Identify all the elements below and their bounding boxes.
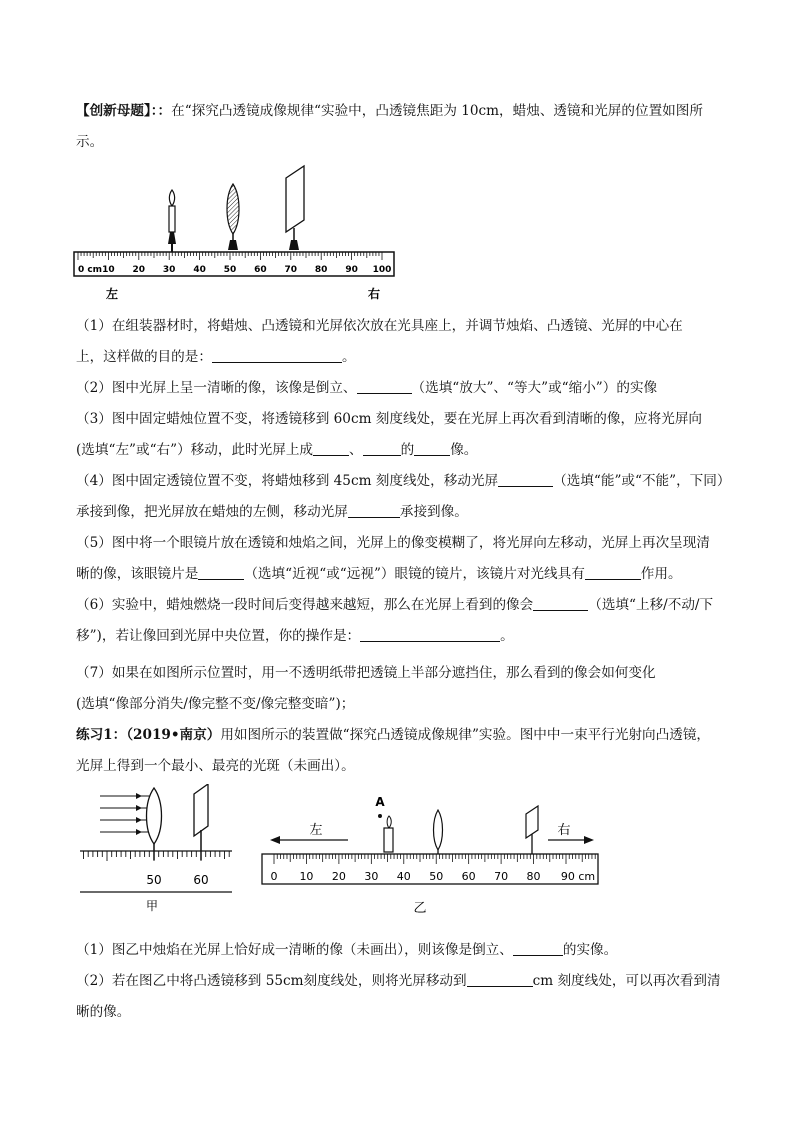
ruler-tick-label: 40 <box>193 265 206 275</box>
optical-bench-figure <box>72 160 402 300</box>
answer-blank[interactable] <box>585 565 641 580</box>
right-direction-label: 右 <box>368 287 381 300</box>
left-direction-label: 左 <box>309 823 323 838</box>
ruler-tick-label: 60 <box>461 870 476 883</box>
p1-text-a: （1）图乙中烛焰在光屏上恰好成一清晰的像（未画出），则该像是倒立、 <box>76 942 513 958</box>
ruler-tick-label: 20 <box>331 870 346 883</box>
ruler-tick-label: 50 <box>223 265 237 275</box>
problem-tag-suffix: ：： <box>150 103 172 119</box>
problem-text: 在“探究凸透镜成像规律“实验中，凸透镜焦距为 10cm，蜡烛、透镜和光屏的位置如图所 <box>171 103 703 119</box>
practice-label: 练习1：（2019•南京） <box>76 727 221 743</box>
parallel-light-rays-icon <box>100 793 152 835</box>
convex-lens-icon <box>147 788 162 860</box>
ruler-tick-label: 70 <box>284 265 298 275</box>
answer-blank[interactable] <box>363 441 401 456</box>
q3-text-e: 像。 <box>450 442 478 458</box>
question-6-line2 <box>76 625 726 647</box>
point-a-marker <box>378 814 382 818</box>
ruler-tick-label: 90 <box>345 265 358 275</box>
ruler-tick-label: 50 <box>146 873 162 887</box>
q3-text-b: (选填“左”或“右”）移动，此时光屏上成 <box>76 442 314 458</box>
q1-end: 。 <box>341 349 356 365</box>
question-1-line1: （1）在组装器材时，将蜡烛、凸透镜和光屏依次放在光具座上，并调节烛焰、凸透镜、光屏的中心在 <box>76 318 683 334</box>
ruler-tick-label: 80 <box>314 265 328 275</box>
question-2 <box>76 377 726 399</box>
q6-text-c: 移”)，若让像回到光屏中央位置，你的操作是： <box>76 628 361 644</box>
figure-caption: 乙 <box>413 901 427 916</box>
p1-text-b: 的实像。 <box>562 942 618 958</box>
answer-blank[interactable] <box>313 441 349 456</box>
right-direction-label: 右 <box>557 823 571 838</box>
ruler-tick-label: 20 <box>132 265 146 275</box>
ruler-tick-label: 30 <box>162 265 176 275</box>
q6-text-b: （选填“上移/不动/下 <box>588 597 714 613</box>
ruler-tick-label: 50 <box>429 870 444 883</box>
q2-text-a: （2）图中光屏上呈一清晰的像，该像是倒立、 <box>76 380 357 396</box>
answer-blank[interactable] <box>212 348 342 363</box>
q6-text-a: （6）实验中，蜡烛燃烧一段时间后变得越来越短，那么在光屏上看到的像会 <box>76 597 534 613</box>
answer-blank[interactable] <box>533 596 588 611</box>
problem-intro-line2: 示。 <box>76 134 104 150</box>
question-3-line1: （3）图中固定蜡烛位置不变，将透镜移到 60cm 刻度线处，要在光屏上再次看到清晰的像，应将光屏向 <box>76 411 703 427</box>
q5-text-c: （选填“近视“或“远视”）眼镜的镜片，该镜片对光线具有 <box>244 566 585 582</box>
light-screen-icon <box>194 784 208 860</box>
ruler-tick-label: 90 cm <box>560 870 596 883</box>
answer-blank[interactable] <box>348 503 400 518</box>
question-4-line2 <box>76 501 726 523</box>
q3-text-d: 的 <box>400 442 415 458</box>
question-3-line2 <box>76 439 726 461</box>
question-7-line1: （7）如果在如图所示位置时，用一不透明纸带把透镜上半部分遮挡住，那么看到的像会如何变化 <box>76 665 656 681</box>
ruler-tick-label: 10 <box>299 870 314 883</box>
ruler-tick-label: 70 <box>494 870 509 883</box>
ruler-tick-label: 100 <box>372 265 392 275</box>
answer-blank[interactable] <box>513 941 563 956</box>
point-a-label: A <box>375 795 385 809</box>
q4-text-a: （4）图中固定透镜位置不变，将蜡烛移到 45cm 刻度线处，移动光屏 <box>76 473 499 489</box>
problem-intro-line1 <box>76 100 726 122</box>
convex-lens-icon <box>434 810 443 854</box>
question-4-line1 <box>76 470 731 492</box>
question-1-line2 <box>76 346 726 368</box>
p2-text-b: cm 刻度线处，可以再次看到清 <box>532 973 721 989</box>
light-screen-icon <box>286 166 304 250</box>
q6-text-d: 。 <box>500 628 514 644</box>
figure-yi <box>258 788 604 916</box>
problem-tag: 【创新母题】 <box>76 103 151 119</box>
candle-icon <box>168 190 176 252</box>
answer-blank[interactable] <box>498 472 553 487</box>
ruler-tick-label: 0 <box>270 870 278 883</box>
answer-blank[interactable] <box>357 379 412 394</box>
practice-1-line1 <box>76 724 726 746</box>
right-arrow-icon <box>548 836 594 844</box>
practice-1-line2: 光屏上得到一个最小、最亮的光斑（未画出）。 <box>76 758 355 774</box>
question-7-line2: (选填“像部分消失/像完整不变/像完整变暗”)； <box>76 696 355 712</box>
ruler-tick-label: 30 <box>364 870 379 883</box>
practice-text: 用如图所示的装置做“探究凸透镜成像规律”实验。图中中一束平行光射向凸透镜， <box>220 727 711 743</box>
question-6-line1 <box>76 594 726 616</box>
left-direction-label: 左 <box>106 287 119 300</box>
convex-lens-icon <box>227 184 239 250</box>
ruler-tick-label: 60 <box>193 873 209 887</box>
ruler-tick-label: 40 <box>396 870 411 883</box>
p2-text-a: （2）若在图乙中将凸透镜移到 55cm刻度线处，则将光屏移动到 <box>76 973 467 989</box>
q3-text-c: 、 <box>349 442 363 458</box>
answer-blank[interactable] <box>360 627 500 642</box>
answer-blank[interactable] <box>198 565 244 580</box>
figure-jia <box>76 784 246 914</box>
ruler-tick-label: 80 <box>526 870 541 883</box>
figure-caption: 甲 <box>145 899 159 913</box>
answer-blank[interactable] <box>414 441 450 456</box>
practice-question-2-line1 <box>76 970 726 992</box>
q4-text-d: 承接到像。 <box>399 504 468 520</box>
question-5-line2 <box>76 563 726 585</box>
q2-text-b: （选填“放大”、“等大”或“缩小”）的实像 <box>411 380 658 396</box>
q1-text: 上，这样做的目的是： <box>76 349 212 365</box>
ruler-tick-label: 60 <box>254 265 267 275</box>
q4-text-b: （选填“能”或“不能”，下同） <box>553 473 731 489</box>
q5-text-d: 作用。 <box>640 566 682 582</box>
practice-question-1 <box>76 939 726 961</box>
light-screen-icon <box>526 806 538 854</box>
q5-text-b: 晰的像，该眼镜片是 <box>76 566 199 582</box>
question-5-line1: （5）图中将一个眼镜片放在透镜和烛焰之间，光屏上的像变模糊了，将光屏向左移动，光屏上再次呈现清 <box>76 535 710 551</box>
candle-icon <box>384 816 393 852</box>
practice-question-2-line2: 晰的像。 <box>76 1004 131 1020</box>
ruler-tick-label: 0 cm <box>77 265 103 275</box>
ruler-tick-label: 10 <box>102 265 115 275</box>
answer-blank[interactable] <box>467 972 533 987</box>
q4-text-c: 承接到像，把光屏放在蜡烛的左侧，移动光屏 <box>76 504 348 520</box>
